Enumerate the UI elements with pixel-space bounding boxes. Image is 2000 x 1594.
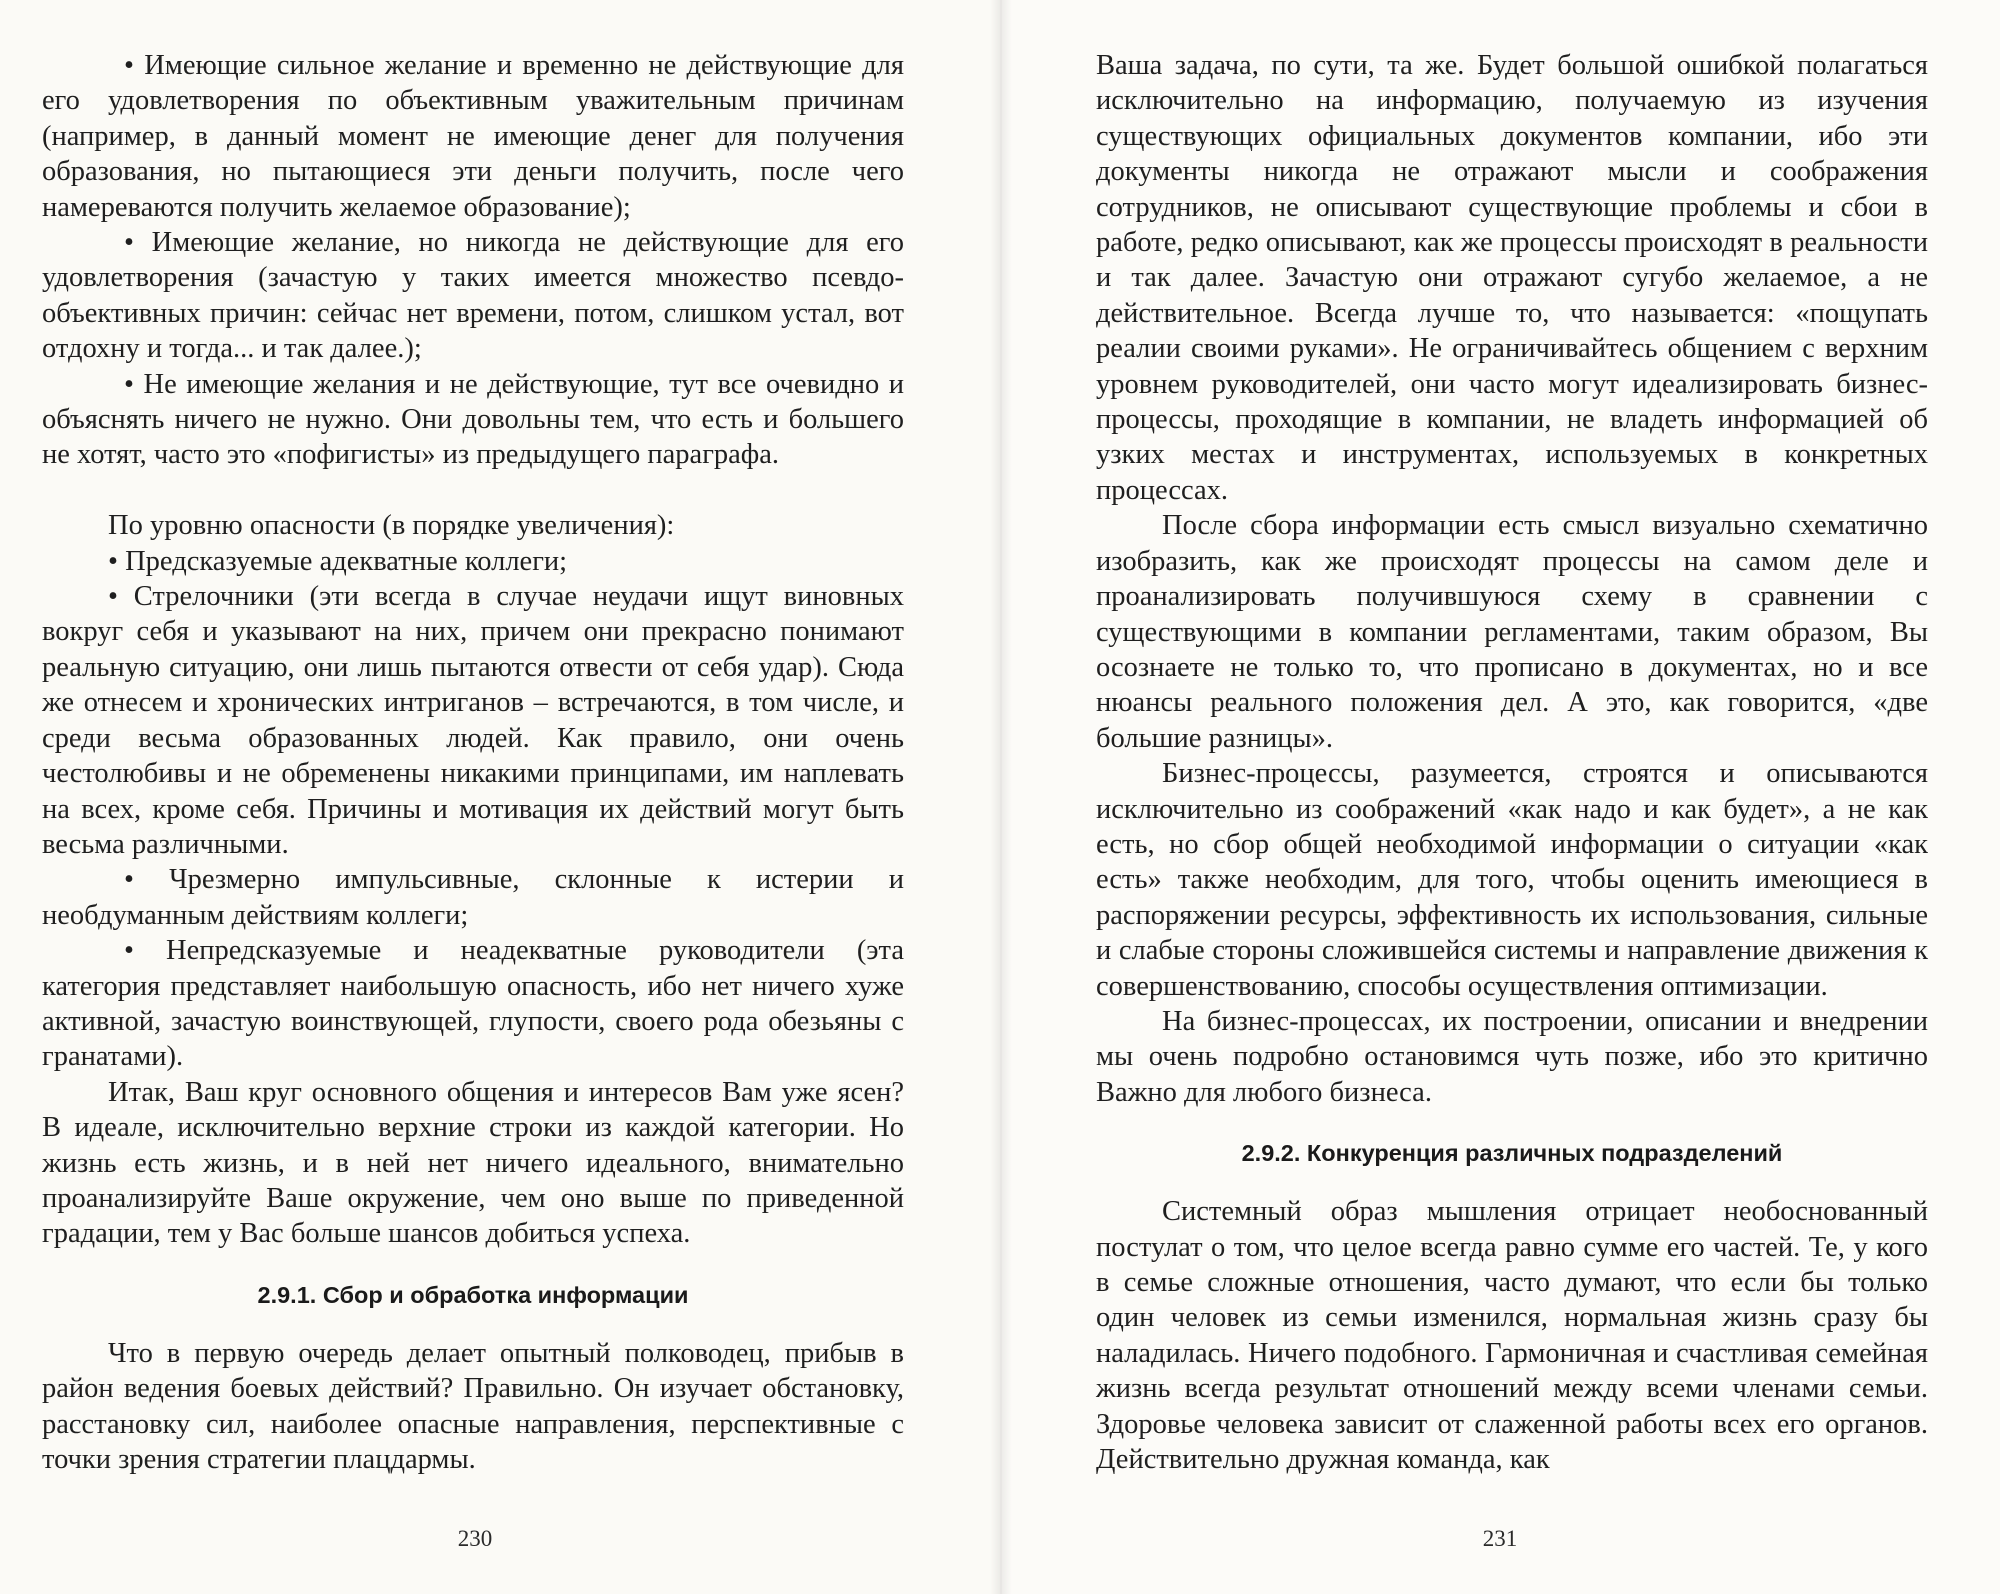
danger-list-item: • Стрелочники (эти всегда в случае неудачи ищут виновных вокруг себя и указывают на них, причем они прекрасно понимают реальную ситуацию, они лишь пытаются отвести от себя удар). Сюда же отнесем и хронических интриганов – встречаются, в том числе, и среди весьма образованных людей. Как правило, они очень честолюбивы и не обременены никакими принципами, им наплевать на всех, кроме себя. Причины и мотивация их действий могут быть весьма различными. [42, 581, 904, 860]
danger-list-item: • Предсказуемые адекватные коллеги; [108, 545, 568, 577]
left-page-text [42, 48, 904, 1252]
danger-list-heading: По уровню опасности (в порядке увеличения): [108, 510, 675, 542]
danger-list-item: • Чрезмерно импульсивные, склонные к истерии и необдуманным действиям коллеги; [42, 864, 904, 931]
bullet-paragraph: • Имеющие сильное желание и временно не действующие для его удовлетворения по объективным уважительным причинам (например, в данный момент не имеющие денег для получения образования, но пытающиеся эти деньги получить, после чего намереваются получить желаемое образование); [42, 50, 904, 223]
body-paragraph: Системный образ мышления отрицает необоснованный постулат о том, что целое всегда равно сумме его частей. Те, у кого в семье сложные отношения, часто думают, что если бы только один человек из семьи изменился, нормальная жизнь сразу бы наладилась. Ничего подобного. Гармоничная и счастливая семейная жизнь всегда результат отношений между всеми членами семьи. Здоровье человека зависит от слаженной работы всех его органов. Действительно дружная команда, как [1096, 1196, 1928, 1476]
bullet-paragraph: • Не имеющие желания и не действующие, тут все очевидно и объяснять ничего не нужно. Они довольны тем, что есть и большего не хотят, часто это «пофигисты» из предыдущего параграфа. [42, 368, 904, 471]
book-gutter [990, 0, 1012, 1594]
section-heading-2-9-1: 2.9.1. Сбор и обработка информации [257, 1281, 689, 1308]
danger-list-item: • Непредсказуемые и неадекватные руководители (эта категория представляет наибольшую опасность, ибо нет ничего хуже активной, зачастую воинствующей, глупости, своего рода обезьяны с гранатами). [42, 935, 904, 1073]
body-paragraph: Итак, Ваш круг основного общения и интересов Вам уже ясен? В идеале, исключительно верхние строки из каждой категории. Но жизнь есть жизнь, и в ней нет ничего идеального, внимательно проанализируйте Ваше окружение, чем оно выше по приведенной градации, тем у Вас больше шансов добиться успеха. [42, 1076, 904, 1250]
body-paragraph: После сбора информации есть смысл визуально схематично изобразить, как же происходят процессы на самом деле и проанализировать получившуюся схему в сравнении с существующими в компании регламентами, таким образом, Вы осознаете не только то, что прописано в документах, но и все нюансы реального положения дел. А это, как говорится, «две большие разницы». [1096, 510, 1928, 754]
section-heading-2-9-2: 2.9.2. Конкуренция различных подразделений [1241, 1140, 1783, 1167]
body-paragraph: На бизнес-процессах, их построении, описании и внедрении мы очень подробно остановимся чуть позже, ибо это критично Важно для любого бизнеса. [1096, 1005, 1928, 1108]
bullet-paragraph: • Имеющие желание, но никогда не действующие для его удовлетворения (зачастую у таких имеется множество псевдо-объективных причин: сейчас нет времени, потом, слишком устал, вот отдохну и тогда... и так далее.); [42, 227, 904, 365]
page-number: 230 [457, 1526, 493, 1551]
body-paragraph: Что в первую очередь делает опытный полководец, прибыв в район ведения боевых действий? Правильно. Он изучает обстановку, расстановку сил, наиболее опасные направления, перспективные с точки зрения стратегии плацдармы. [42, 1337, 904, 1476]
right-page-text [1096, 48, 1928, 1110]
body-paragraph: Ваша задача, по сути, та же. Будет большой ошибкой полагаться исключительно на информацию, получаемую из изучения существующих официальных документов компании, ибо эти документы никогда не отражают мысли и соображения сотрудников, не описывают существующие проблемы и сбои в работе, редко описывают, как же процессы происходят в реальности и так далее. Зачастую они отражают сугубо желаемое, а не действительное. Всегда лучше то, что называется: «пощупать реалии своими руками». Не ограничивайтесь общением с верхним уровнем руководителей, они часто могут идеализировать бизнес-процессы, проходящие в компании, не владеть информацией об узких местах и инструментах, используемых в конкретных процессах. [1096, 50, 1928, 506]
page-number: 231 [1482, 1526, 1518, 1551]
right-page [1000, 0, 2000, 1594]
body-paragraph: Бизнес-процессы, разумеется, строятся и описываются исключительно из соображений «как надо и как будет», а не как есть, но сбор общей необходимой информации о ситуации «как есть» также необходим, для того, чтобы оценить имеющиеся в распоряжении ресурсы, эффективность их использования, сильные и слабые стороны сложившейся системы и направление движения к совершенствованию, способы осуществления оптимизации. [1096, 758, 1928, 1002]
left-section-text [42, 1336, 904, 1478]
right-section-text [1096, 1194, 1928, 1477]
